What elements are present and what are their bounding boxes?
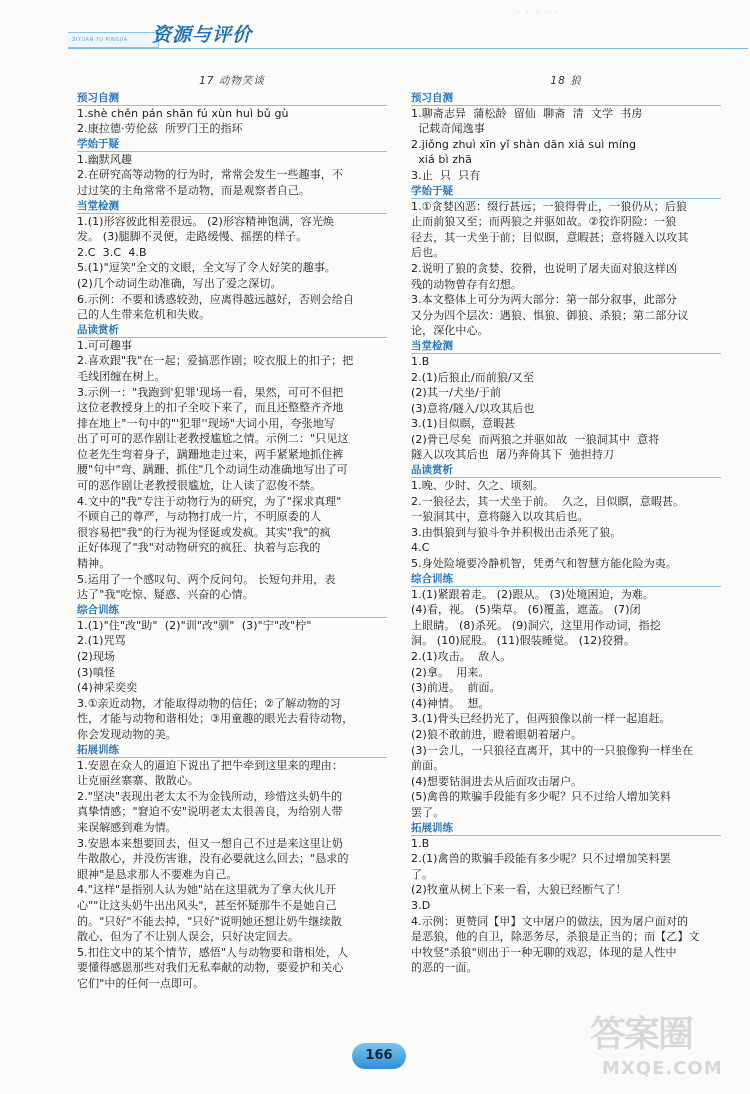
answer-line: (3)前进。 前面。 <box>411 681 501 695</box>
lesson-title: 17 动物笑谈 <box>199 75 265 87</box>
left-column <box>77 74 387 991</box>
answer-line: 散心，但为了不让别人误会，只好决定回去。 <box>77 930 299 944</box>
answer-line: 4."这样"是指别人认为她"站在这里就为了拿大伙儿开 <box>77 883 337 897</box>
answer-line: 1.聊斋志异 蒲松龄 留仙 聊斋 清 文学 书房 <box>411 106 643 120</box>
watermark-logo <box>582 1006 732 1086</box>
answer-line: 2.C 3.C 4.B <box>77 245 147 259</box>
answer-line: 了。 <box>411 867 434 881</box>
answer-line: 让克丽丝寨寨、散散心。 <box>77 774 200 788</box>
answer-line: 来误解感到难为情。 <box>77 820 177 834</box>
answer-line: (4)想要钻洞进去从后面攻击屠户。 <box>411 774 583 788</box>
answer-line: 1.(1)紧跟着走。 (2)跟从。 (3)处境困迫，为难。 <box>411 587 655 601</box>
answer-line: 发。 (3)腿脚不灵便，走路缓慢、摇摆的样子。 <box>77 230 308 244</box>
answer-line: 2.在研究高等动物的行为时，常常会发生一些趣事，不 <box>77 168 343 182</box>
answer-line: 洞。 (10)屁股。 (11)假装睡觉。 (12)狡猾。 <box>411 634 636 648</box>
answer-line: 性，才能与动物和谐相处；③用童趣的眼光去看待动物， <box>77 712 354 726</box>
section-heading: 预习自测 <box>411 92 721 106</box>
brand-title: 资源与评价 <box>152 24 253 46</box>
answer-line: 径去，其一犬坐于前；目似瞑，意暇甚；意将隧入以攻其 <box>411 230 689 244</box>
answer-line: 腰"句中"弯、蹒跚、抓住"几个动词生动准确地写出了可 <box>77 463 348 477</box>
answer-line: 你会发现动物的美。 <box>77 727 177 741</box>
section-heading: 拓展训练 <box>411 822 721 836</box>
answer-line: 己的人生带来危机和失败。 <box>77 308 211 322</box>
answer-line: xiá bì zhā <box>411 153 473 167</box>
answer-line: (4)神采奕奕 <box>77 681 138 695</box>
answer-line: (2)现场 <box>77 650 116 663</box>
answer-line: 达了"我"吃惊、疑惑、兴奋的心情。 <box>77 588 254 602</box>
right-column <box>411 74 721 976</box>
section-heading: 当堂检测 <box>77 200 387 214</box>
page-header <box>68 18 278 48</box>
watermark-url: MXQE.COM <box>602 1058 723 1079</box>
answer-line: 4.文中的"我"专注于动物行为的研究，为了"探求真理" <box>77 494 342 508</box>
answer-line: 隧入以攻其后也 屠乃奔倚其下 弛担持刀 <box>411 448 615 462</box>
answer-line: (3)嗔怪 <box>77 665 116 679</box>
answer-line: 牛散散心，并没伤害谁，没有必要就这么回去；"恳求的 <box>77 852 349 866</box>
answer-line: (2)几个动词生动准确，写出了爱之深切。 <box>77 276 282 290</box>
answer-line: 2.(1)咒骂 <box>77 634 126 648</box>
answer-line: 5.扣住文中的某个情节，感悟"人与动物要和谐相处，人 <box>77 945 349 959</box>
answer-line: 它们"中的任何一点即可。 <box>77 976 205 990</box>
answer-line: (3)意将/隧入/以攻其后也 <box>411 401 535 415</box>
answer-line: 过过笑的主角常常不是动物，而是观察者自己。 <box>77 183 311 197</box>
answer-line: 上眼睛。 (8)杀死。 (9)洞穴，这里用作动词，指挖 <box>411 618 661 632</box>
answer-line: 论，深化中心。 <box>411 324 489 338</box>
answer-line: 3.D <box>411 898 431 912</box>
answer-line: 1.(1)"住"改"助" (2)"训"改"驯" (3)"宁"改"柠" <box>77 618 312 632</box>
answer-line: 4.C <box>411 541 430 555</box>
answer-line: 排在地上"一句中的"'犯罪''现场"大词小用，夸张地写 <box>77 416 335 430</box>
answer-line: 3.示例一："我跑到'犯罪'现场一看，果然，可可不但把 <box>77 385 344 399</box>
watermark-text: 答案圈 <box>590 1014 693 1055</box>
section-heading: 综合训练 <box>411 573 721 587</box>
section-heading: 综合训练 <box>77 604 387 618</box>
answer-line: 1.可可趣事 <box>77 338 133 352</box>
answer-line: (5)禽兽的欺骗手段能有多少呢？只不过给人增加笑料 <box>411 790 672 804</box>
answer-line: 1.安恩在众人的逼迫下说出了把牛牵到这里来的理由： <box>77 758 343 772</box>
answer-line: 3.①亲近动物，才能取得动物的信任；②了解动物的习 <box>77 696 341 710</box>
answer-line: 1.shè chěn pán shān fú xùn huì bǔ gù <box>77 106 289 120</box>
answer-line: 6.示例：不要和诱惑较劲，应离得越远越好，否则会给自 <box>77 292 355 306</box>
section-heading: 品读赏析 <box>411 464 721 478</box>
answer-line: 中牧竖"杀狼"则出于一种无聊的戏忍，体现的是人性中 <box>411 945 677 959</box>
answer-line: 要懂得感恩那些对我们无私奉献的动物，要爱护和关心 <box>77 961 344 975</box>
section-heading: 当堂检测 <box>411 340 721 354</box>
answer-line: 又分为四个层次：遇狼、惧狼、御狼、杀狼；第二部分议 <box>411 308 689 322</box>
header-band: ZIYUAN YU PINGJIA <box>68 32 159 48</box>
answer-line: (2)拿。 用来。 <box>411 665 490 679</box>
answer-line: 心""让这头奶牛出出风头"，甚至怀疑那牛不是她自己 <box>77 898 337 912</box>
answer-line: 的恶的一面。 <box>411 961 478 975</box>
answer-line: (2)骨已尽矣 而两狼之并驱如故 一狼洞其中 意将 <box>411 432 660 446</box>
answer-line: (2)牧童从树上下来一看，大狼已经断气了！ <box>411 883 627 897</box>
answer-line: 2.康拉德·劳伦兹 所罗门王的指环 <box>77 122 243 136</box>
answer-line: 3.安恩本来想要回去，但又一想自己不过是来这里让奶 <box>77 836 343 850</box>
answer-line: 眼神"是恳求那人不要难为自己。 <box>77 867 238 881</box>
section-heading: 学始于疑 <box>77 138 387 152</box>
answer-line: 1.B <box>411 354 430 368</box>
answer-line: 止而前狼又至；而两狼之并驱如故。②狡诈阴险：一狼 <box>411 215 677 229</box>
answer-line: 2.喜欢跟"我"在一起；爱搞恶作剧；咬衣服上的扣子；把 <box>77 354 354 368</box>
answer-line: 2.(1)禽兽的欺骗手段能有多少呢？只不过增加笑料罢 <box>411 852 671 866</box>
answer-line: 前面。 <box>411 759 445 773</box>
answer-line: 不顾自己的尊严，与动物打成一片，不明原委的人 <box>77 510 322 524</box>
answer-line: (4)看，视。 (5)柴草。 (6)覆盖，遮盖。 (7)闭 <box>411 603 641 617</box>
answer-line: 3.(1)目似瞑，意暇甚 <box>411 417 516 431</box>
answer-line: 4.示例：更赞同【甲】文中屠户的做法，因为屠户面对的 <box>411 914 689 928</box>
answer-line: (2)其一/犬坐/于前 <box>411 386 502 400</box>
answer-line: 一狼洞其中，意将隧入以攻其后也。 <box>411 510 589 524</box>
answer-line: 残的动物曾存有幻想。 <box>411 277 522 291</box>
answer-line: 5.(1)"逗笑"全文的文眼，全文写了令人好笑的趣事。 <box>77 261 336 275</box>
answer-line: 5.运用了一个感叹句、两个反问句。 长短句并用，表 <box>77 572 336 586</box>
answer-line: 1.①贪婪凶恶：缀行甚远；一狼得骨止，一狼仍从；后狼 <box>411 199 687 213</box>
answer-line: 3.由惧狼到与狼斗争并积极出击杀死了狼。 <box>411 525 622 539</box>
answer-line: 2.一狼径去，其一犬坐于前。 久之，目似瞑，意暇甚。 <box>411 494 685 508</box>
answer-line: 很容易把"我"的行为视为怪诞或发疯。其实"我"的疯 <box>77 525 331 539</box>
answer-line: 正好体现了"我"对动物研究的疯狂、执着与忘我的 <box>77 541 321 555</box>
answer-line: 5.身处险境要冷静机智，凭勇气和智慧方能化险为夷。 <box>411 557 677 571</box>
answer-line: 2.jiǒng zhuì xīn yǐ shàn dān xiá suì míng <box>411 137 637 151</box>
header-rule <box>68 48 748 49</box>
answer-line: 可的恶作剧让老教授很尴尬，让人读了忍俊不禁。 <box>77 479 322 493</box>
answer-line: 3.本文整体上可分为两大部分：第一部分叙事，此部分 <box>411 293 677 307</box>
answer-line: 这位老教授身上的扣子全咬下来了，而且还整整齐齐地 <box>77 401 344 415</box>
section-heading: 拓展训练 <box>77 744 387 758</box>
answer-line: 出了可可的恶作剧让老教授尴尬之情。示例二："只见这 <box>77 432 349 446</box>
page-number: 166 <box>352 1043 406 1069</box>
answer-line: 1.幽默风趣 <box>77 152 133 166</box>
answer-line: 2.(1)后狼止/而前狼/又至 <box>411 370 534 384</box>
answer-line: 2.说明了狼的贪婪、狡猾，也说明了屠夫面对狼这样凶 <box>411 261 677 275</box>
lesson-title: 18 狼 <box>550 75 582 87</box>
answer-line: 1.B <box>411 836 430 850</box>
answer-line: 1.晚、少时、久之、顷刻。 <box>411 479 544 493</box>
answer-line: 2.(1)攻击。 敌人。 <box>411 650 512 663</box>
section-heading: 品读赏析 <box>77 324 387 338</box>
answer-line: 位老先生弯着身子，蹒跚地走过来，两手紧紧地抓住裤 <box>77 447 344 461</box>
answer-line: (3)一会儿，一只狼径直离开，其中的一只狼像狗一样坐在 <box>411 743 694 757</box>
answer-line: 1.(1)形容彼此相差很远。 (2)形容精神饱满，容光焕 <box>77 214 334 228</box>
answer-line: 记载奇闻逸事 <box>411 122 485 136</box>
answer-line: 3.止 只 只有 <box>411 168 481 182</box>
section-heading: 预习自测 <box>77 92 387 106</box>
answer-line: 真挚情感；"窘迫不安"说明老太太很善良，为给别人带 <box>77 805 343 819</box>
answer-line: 罢了。 <box>411 805 445 819</box>
answer-line: 后也。 <box>411 246 445 260</box>
answer-line: (2)狼不敢前进，瞪着眼朝着屠户。 <box>411 727 583 741</box>
answer-line: 的。"只好"不能去掉，"只好"说明她还想让奶牛继续散 <box>77 914 342 928</box>
answer-line: (4)神情。 想。 <box>411 696 490 710</box>
section-heading: 学始于疑 <box>411 185 721 199</box>
answer-line: 3.(1)骨头已经扔光了，但两狼像以前一样一起追赶。 <box>411 712 671 726</box>
answer-line: 2."坚决"表现出老太太不为金钱所动，珍惜这头奶牛的 <box>77 789 343 803</box>
answer-line: 精神。 <box>77 557 111 571</box>
answer-line: 毛线团缠在树上。 <box>77 369 166 383</box>
answer-line: 是恶狼，他的自卫，除恶务尽，杀狼是正当的；而【乙】文 <box>411 930 700 944</box>
decorative-dots: · · · · · <box>516 8 560 18</box>
